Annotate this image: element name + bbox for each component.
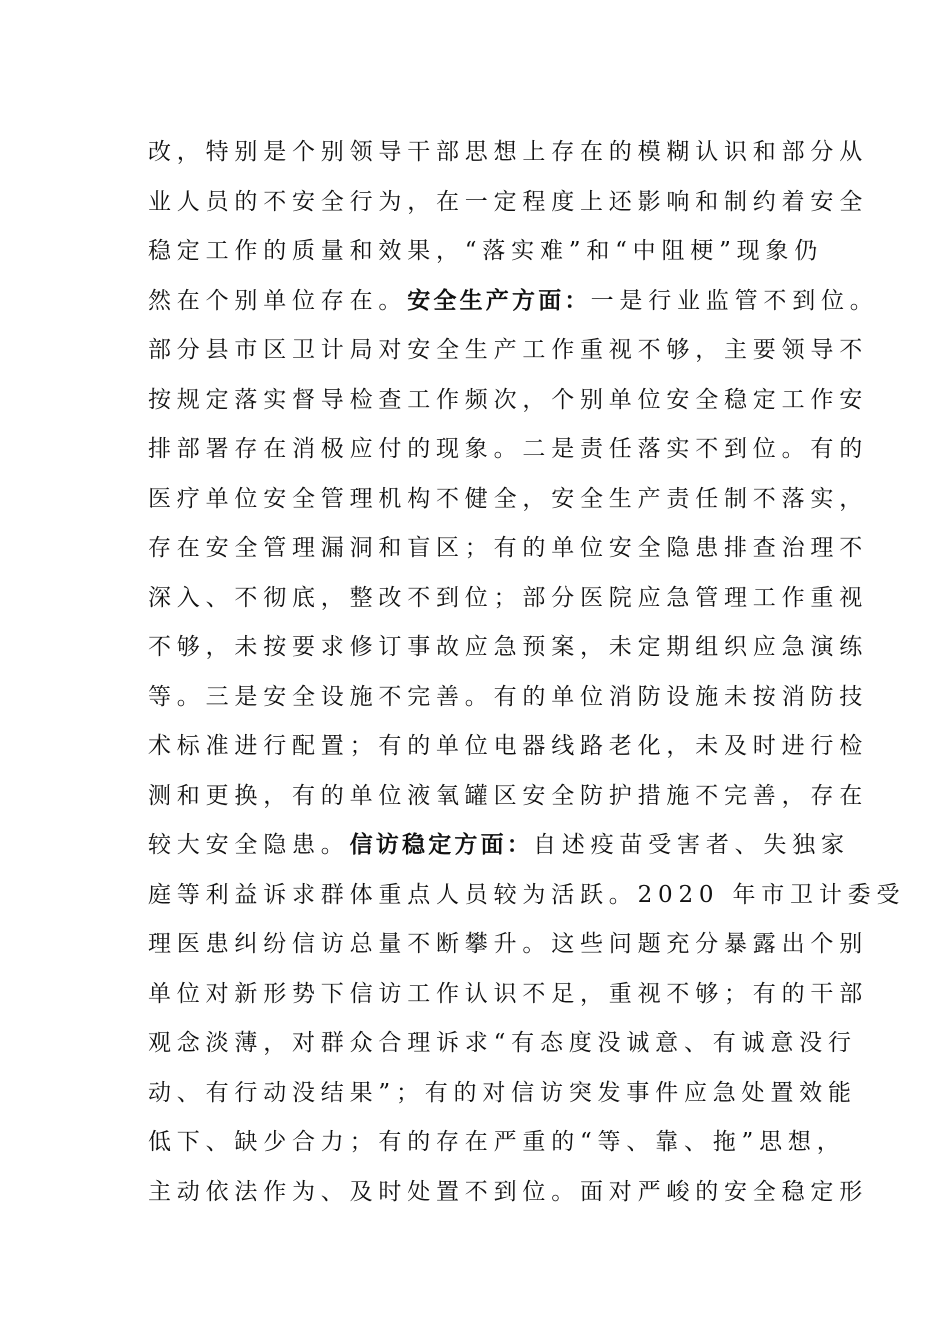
text-line bbox=[148, 920, 868, 970]
text-segment: 单位对新形势下信访工作认识不足，重视不够；有的干部 bbox=[148, 980, 868, 1007]
text-segment: 理医患纠纷信访总量不断攀升。这些问题充分暴露出个别 bbox=[148, 931, 868, 957]
text-segment: 按规定落实督导检查工作频次，个别单位安全稳定工作安 bbox=[148, 386, 868, 413]
text-segment: 排部署存在消极应付的现象。二是责任落实不到位。有的 bbox=[148, 436, 868, 462]
text-line bbox=[148, 326, 868, 376]
text-line bbox=[148, 722, 868, 772]
text-segment: 医疗单位安全管理机构不健全，安全生产责任制不落实， bbox=[148, 485, 868, 512]
text-line bbox=[148, 277, 879, 327]
body-text bbox=[148, 128, 906, 1217]
text-line bbox=[148, 1118, 846, 1168]
text-line bbox=[148, 128, 868, 178]
text-line bbox=[148, 623, 868, 673]
text-line bbox=[148, 475, 868, 525]
text-segment: 然在个别单位存在。 bbox=[148, 287, 408, 314]
section-heading-inline: 信访稳定方面： bbox=[349, 832, 534, 858]
text-segment: 深入、不彻底，整改不到位；部分医院应急管理工作重视 bbox=[148, 584, 868, 611]
text-segment: 不够，未按要求修订事故应急预案，未定期组织应急演练 bbox=[148, 634, 868, 660]
text-line bbox=[148, 1019, 857, 1069]
text-segment: 一是行业监管不到位。 bbox=[590, 287, 879, 314]
text-segment: 观念淡薄，对群众合理诉求“有态度没诚意、有诚意没行 bbox=[148, 1030, 857, 1056]
text-segment: 存在安全管理漏洞和盲区；有的单位安全隐患排查治理不 bbox=[148, 535, 868, 561]
text-segment: 术标准进行配置；有的单位电器线路老化，未及时进行检 bbox=[148, 733, 868, 759]
text-segment: 动、有行动没结果”；有的对信访突发事件应急处置效能 bbox=[148, 1079, 857, 1106]
text-line bbox=[148, 673, 868, 723]
text-segment: 业人员的不安全行为，在一定程度上还影响和制约着安全 bbox=[148, 188, 868, 215]
text-segment: 庭等利益诉求群体重点人员较为活跃。2020 年市卫计委受 bbox=[148, 881, 906, 908]
text-line bbox=[148, 574, 868, 624]
text-line bbox=[148, 376, 868, 426]
text-segment: 稳定工作的质量和效果，“落实难”和“中阻梗”现象仍 bbox=[148, 238, 824, 264]
text-segment: 等。三是安全设施不完善。有的单位消防设施未按消防技 bbox=[148, 683, 868, 710]
text-line bbox=[148, 1069, 857, 1119]
text-segment: 自述疫苗受害者、失独家 bbox=[533, 832, 850, 858]
text-line bbox=[148, 821, 850, 871]
text-line bbox=[148, 425, 868, 475]
text-segment: 测和更换，有的单位液氧罐区安全防护措施不完善，存在 bbox=[148, 782, 868, 809]
text-line bbox=[148, 772, 868, 822]
text-line bbox=[148, 970, 868, 1020]
text-segment: 低下、缺少合力；有的存在严重的“等、靠、拖”思想， bbox=[148, 1129, 846, 1155]
text-line bbox=[148, 1168, 868, 1218]
text-segment: 主动依法作为、及时处置不到位。面对严峻的安全稳定形 bbox=[148, 1178, 868, 1205]
text-line bbox=[148, 227, 838, 277]
text-line bbox=[148, 178, 868, 228]
section-heading-inline: 安全生产方面： bbox=[407, 287, 591, 314]
text-line bbox=[148, 871, 906, 921]
text-segment: 较大安全隐患。 bbox=[148, 832, 350, 858]
text-segment: 改，特别是个别领导干部思想上存在的模糊认识和部分从 bbox=[148, 139, 868, 165]
text-line bbox=[148, 524, 868, 574]
text-segment: 部分县市区卫计局对安全生产工作重视不够，主要领导不 bbox=[148, 337, 868, 363]
